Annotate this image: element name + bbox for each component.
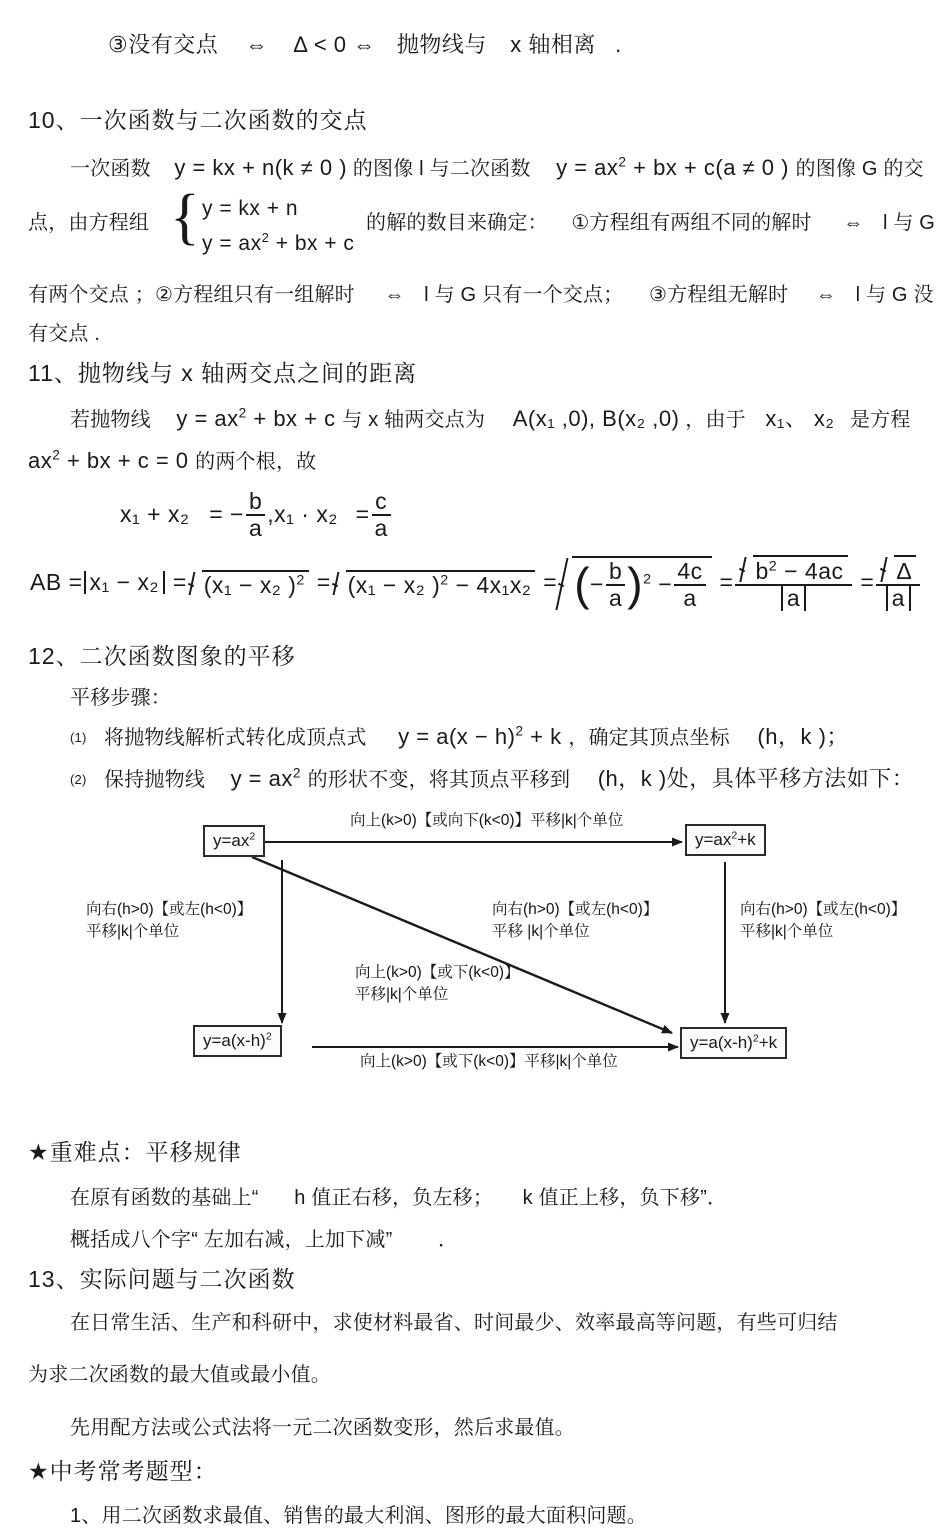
section-13-heading [28,1268,296,1291]
ab-eq3: = [316,568,331,595]
section-12-heading [28,645,296,668]
system-brace: { [170,183,200,251]
vieta-prod-lhs: x₁ · x₂ [274,500,338,527]
s11-p1-eq [176,406,342,431]
s10-p1-c: 的图像 G 的交 [795,158,924,180]
sys-eq2-sup: 2 [261,230,270,245]
sys-eq2-post: + bx + c [275,232,355,255]
section-10-paragraph-3 [28,285,934,305]
top-note-marker: ③ [108,32,129,57]
top-note-text-c: 轴相离 [528,32,596,57]
ab-f5-num: Δ [896,558,913,584]
s11-p1-points: A(x₁ ,0), B(x₂ ,0) [512,406,680,431]
section-10-paragraph-1 [70,154,924,180]
s10-p1-eq2-sup: 2 [618,154,627,170]
s11-p1-c: ，由于 [685,409,746,431]
s12-step2-b: 的形状不变，将其顶点平移到 [307,769,571,791]
top-note-iff-2: ⇔ [353,32,376,57]
s10-p3-c: ③方程组无解时 [648,284,789,306]
label-left-line1: 向右(h>0)【或左(h<0)】 [86,901,253,918]
ab-f5-sqrt [880,555,916,584]
s11-p1-roots: x₁、 x₂ [765,406,835,431]
ab-eq2: = [172,568,187,595]
s11-p1-eq-post: + bx + c [253,406,336,431]
ab-abs-group [84,568,165,595]
s10-p1-eq2 [556,155,795,180]
label-diagonal-line2: 平移 |k|个单位 [492,923,590,941]
s10-p1-eq2-post: + bx + c(a ≠ 0 ) [633,155,789,180]
system-equation-2 [202,230,355,255]
ab-abs-inner: x₁ − x₂ [89,568,159,595]
label-diagonal-line1: 向右(h>0)【或左(h<0)】 [492,901,659,918]
ab-paren-close: ) [627,557,644,610]
keypoint-star-icon: ★ [28,1139,50,1165]
s10-p1-a: 一次函数 [70,158,151,180]
s10-p1-eq2-pre: y = ax [556,155,619,180]
node2-pre: y=ax [695,830,732,849]
ab-sqrt2-tail: − 4x₁x₂ [455,572,532,599]
s12-step1-eq-post: + k [530,724,562,749]
section-13-paragraph-1 [70,1313,838,1333]
keypoint-paragraph-2 [70,1230,458,1250]
section-13-paragraph-3 [70,1418,575,1438]
vieta-prod-num: c [375,488,388,514]
keypoint-paragraph-1 [70,1188,727,1208]
s12-step2-eq-sup: 2 [292,765,301,781]
s10-p3-b: l 与 G 只有一个交点； [424,284,624,306]
ab-sqrt3-num2: 4c [677,558,703,584]
ab-sqrt-3 [558,556,711,612]
ab-f5-den-wrap [876,584,920,611]
diagram-node-y-ax2 [203,825,265,857]
s12-step1-b: ，确定其顶点坐标 [568,727,730,749]
keypoint-heading [28,1141,242,1164]
s10-p1-eq1: y = kx + n(k ≠ 0 ) [174,155,348,180]
top-note-period: . [615,32,622,57]
node1-pre: y=ax [213,831,250,850]
s10-p3-iff1: ⇔ [384,284,405,306]
section-10-paragraph-2-lead [28,213,149,233]
top-note-line [108,34,622,56]
kp-p1-a: 在原有函数的基础上“ [70,1187,259,1209]
ab-sqrt3-num: b [608,558,623,584]
ab-sqrt3-sup: 2 [643,571,652,588]
section-13-number: 13、 [28,1266,80,1292]
vieta-prod-fraction [372,489,391,541]
section-10-number: 10、 [28,107,80,133]
kp-p2-a: 概括成八个字“ 左加右减，上加下减” [70,1229,393,1251]
examtypes-star-icon: ★ [28,1458,50,1484]
ab-eq5: = [719,568,734,595]
label-middle-line1: 向上(k>0)【或下(k<0)】 [355,964,520,981]
sys-eq1: y = kx + n [202,197,299,220]
node3-pre: y=a(x-h) [203,1031,266,1050]
s12-step1-eq-pre: y = a(x − h) [398,724,516,749]
s10-p3-iff2: ⇔ [815,284,837,306]
ab-paren-open: ( [574,557,591,610]
section-13-title: 实际问题与二次函数 [79,1266,296,1292]
section-11-paragraph-2 [28,447,317,473]
ab-eq6: = [860,568,875,595]
node2-post: +k [737,830,756,849]
s11-p2-eq [28,448,195,473]
s12-step1-eq-sup: 2 [515,723,524,739]
ab-f4-sqrt [739,555,847,584]
diagram-node-y-axh2 [193,1025,282,1057]
translation-diagram [60,805,907,1085]
node1-sup: 2 [249,830,256,843]
node4-sup: 2 [752,1032,759,1045]
s11-p1-d: 是方程 [850,409,911,431]
examtypes-heading [28,1460,218,1483]
section-11-title: 抛物线与 x 轴两交点之间的距离 [77,360,418,386]
kp-p2-b: ． [438,1229,459,1251]
ab-distance-formula [30,556,922,612]
vieta-sum-lhs: x₁ + x₂ [120,500,190,527]
vieta-eq1: = [209,500,224,527]
label-left-line2: 平移|k|个单位 [86,923,180,941]
s10-p2-c: ①方程组有两组不同的解时 [571,212,812,234]
examtypes-item1-text: 1、用二次函数求最值、销售的最大利润、图形的最大面积问题。 [70,1505,647,1527]
label-right-line2: 平移|k|个单位 [740,923,834,941]
ab-f4-den-wrap [735,584,851,611]
section-12-subtitle [70,688,171,708]
s13-p3: 先用配方法或公式法将一元二次函数变形，然后求最值。 [70,1417,575,1439]
diagram-label-top [350,810,623,832]
section-10-heading [28,109,368,132]
section-12-number: 12、 [28,643,80,669]
s12-sub: 平移步骤： [70,687,171,709]
s11-p2-eq-post: + bx + c = 0 [66,448,189,473]
section-11-heading [28,362,417,385]
top-note-delta: Δ < 0 [293,32,347,57]
s10-p3-d: l 与 G 没 [855,284,934,306]
s12-step2-eq-pre: y = ax [230,766,293,791]
top-note-text-b: 抛物线与 [396,32,487,57]
section-12-title: 二次函数图象的平移 [79,643,296,669]
node4-post: +k [758,1033,778,1052]
s11-p1-eq-pre: y = ax [176,406,239,431]
vieta-eq2: = [355,500,370,527]
diagram-node-y-axh2-plus-k [680,1027,787,1059]
ab-f4-num-post: − 4ac [784,558,844,584]
vieta-sum-den: a [246,514,265,541]
section-11-number: 11、 [28,360,78,386]
s10-p2-iff: ⇔ [843,212,864,234]
s11-p1-eq-sup: 2 [238,405,247,421]
node4-pre: y=a(x-h) [690,1033,753,1052]
ab-sqrt1-sup: 2 [296,572,305,589]
diagram-label-middle [355,962,520,1007]
section-11-paragraph-1 [70,405,911,431]
label-bottom-text: 向上(k>0)【或下(k<0)】平移|k|个单位 [360,1053,618,1070]
s12-step1-eq [398,724,568,749]
section-12-step-1 [70,723,849,749]
diagram-node-y-ax2-plus-k [685,824,766,856]
ab-sqrt1-inner: (x₁ − x₂ ) [203,572,297,599]
s10-p2-d: l 与 G [882,212,936,234]
ab-sqrt3-den2: a [674,584,705,611]
label-top-text: 向上(k>0)【或向下(k<0)】平移|k|个单位 [350,812,624,829]
s10-p3-a: 有两个交点 ；②方程组只有一组解时 [28,284,355,306]
ab-sqrt3-fraction [606,559,625,611]
ab-sqrt-2 [332,570,536,597]
kp-p1-b: h 值正右移，负左移； [294,1187,494,1209]
s13-p2: 为求二次函数的最大值或最小值。 [28,1364,331,1386]
vieta-sum-num: b [248,488,263,514]
ab-f5-den: a [891,584,905,611]
ab-sqrt3-den: a [606,584,625,611]
node2-sup: 2 [731,829,738,842]
ab-f4-num [735,555,851,584]
ab-f4-num-sup: 2 [768,558,778,575]
s10-p4: 有交点 . [28,323,101,345]
kp-p1-c: k 值正上移，负下移”． [522,1187,728,1209]
s12-step2-c: (h，k )处，具体平移方法如下： [597,766,915,791]
examtypes-item-1 [70,1506,647,1526]
label-middle-line2: 平移|k|个单位 [355,986,449,1004]
s13-p1: 在日常生活、生产和科研中，求使材料最省、时间最少、效率最高等问题，有些可归结 [70,1312,838,1334]
vieta-sum-fraction [246,489,265,541]
section-10-paragraph-4 [28,324,100,344]
sys-eq2-pre: y = ax [202,232,262,255]
section-10-paragraph-2-rest [366,213,935,233]
top-note-axis: x [510,32,522,57]
vieta-formula [120,490,393,542]
ab-f5-num-wrap [876,555,920,584]
top-note-text-a: 没有交点 [128,32,219,57]
examtypes-title: 中考常考题型： [49,1458,218,1484]
ab-f4-num-pre: b [755,558,769,584]
s12-step1-marker: (1) [70,730,87,745]
ab-sqrt2-sup: 2 [440,572,449,589]
s11-p2-b: 的两个根，故 [195,451,317,473]
s11-p2-eq-pre: ax [28,448,53,473]
s12-step2-eq [231,766,308,791]
ab-eq1: = [68,568,83,595]
ab-sqrt2-inner: (x₁ − x₂ ) [347,572,441,599]
vieta-sum-sign: − [230,500,244,527]
system-equation-1 [202,198,298,219]
s12-step2-a: 保持抛物线 [104,769,206,791]
s11-p1-a: 若抛物线 [70,409,151,431]
s11-p2-eq-sup: 2 [52,447,61,463]
ab-eq4: = [543,568,558,595]
vieta-prod-den: a [372,514,391,541]
keypoint-title: 重难点：平移规律 [49,1139,242,1165]
ab-f4-den: a [786,584,801,611]
s10-p2-a: 点，由方程组 [28,212,150,234]
ab-fraction-4 [735,555,851,611]
section-10-title: 一次函数与二次函数的交点 [79,107,368,133]
s12-step1-c: (h，k )； [757,724,849,749]
ab-sqrt-1 [188,570,309,597]
diagram-label-left [86,899,252,944]
s10-p2-b: 的解的数目来确定： [366,212,548,234]
ab-sqrt3-frac-sign: − [590,570,604,597]
diagram-label-diagonal [492,899,658,944]
ab-fraction-5 [876,555,920,611]
label-right-line1: 向右(h>0)【或左(h<0)】 [740,901,907,918]
node3-sup: 2 [265,1030,272,1043]
vieta-comma: , [267,500,275,527]
s12-step2-marker: (2) [70,772,87,787]
diagram-label-bottom [360,1051,618,1073]
ab-sqrt3-minus: − [658,570,673,597]
section-13-paragraph-2 [28,1365,331,1385]
top-note-iff-1: ⇔ [245,32,268,57]
s10-p1-b: 的图像 l 与二次函数 [352,158,531,180]
section-12-step-2 [70,765,915,791]
ab-lhs: AB [30,568,62,595]
diagram-label-right [740,899,906,944]
ab-sqrt3-fraction2 [674,559,705,611]
s12-step1-a: 将抛物线解析式转化成顶点式 [104,727,367,749]
s11-p1-b: 与 x 轴两交点为 [342,409,486,431]
